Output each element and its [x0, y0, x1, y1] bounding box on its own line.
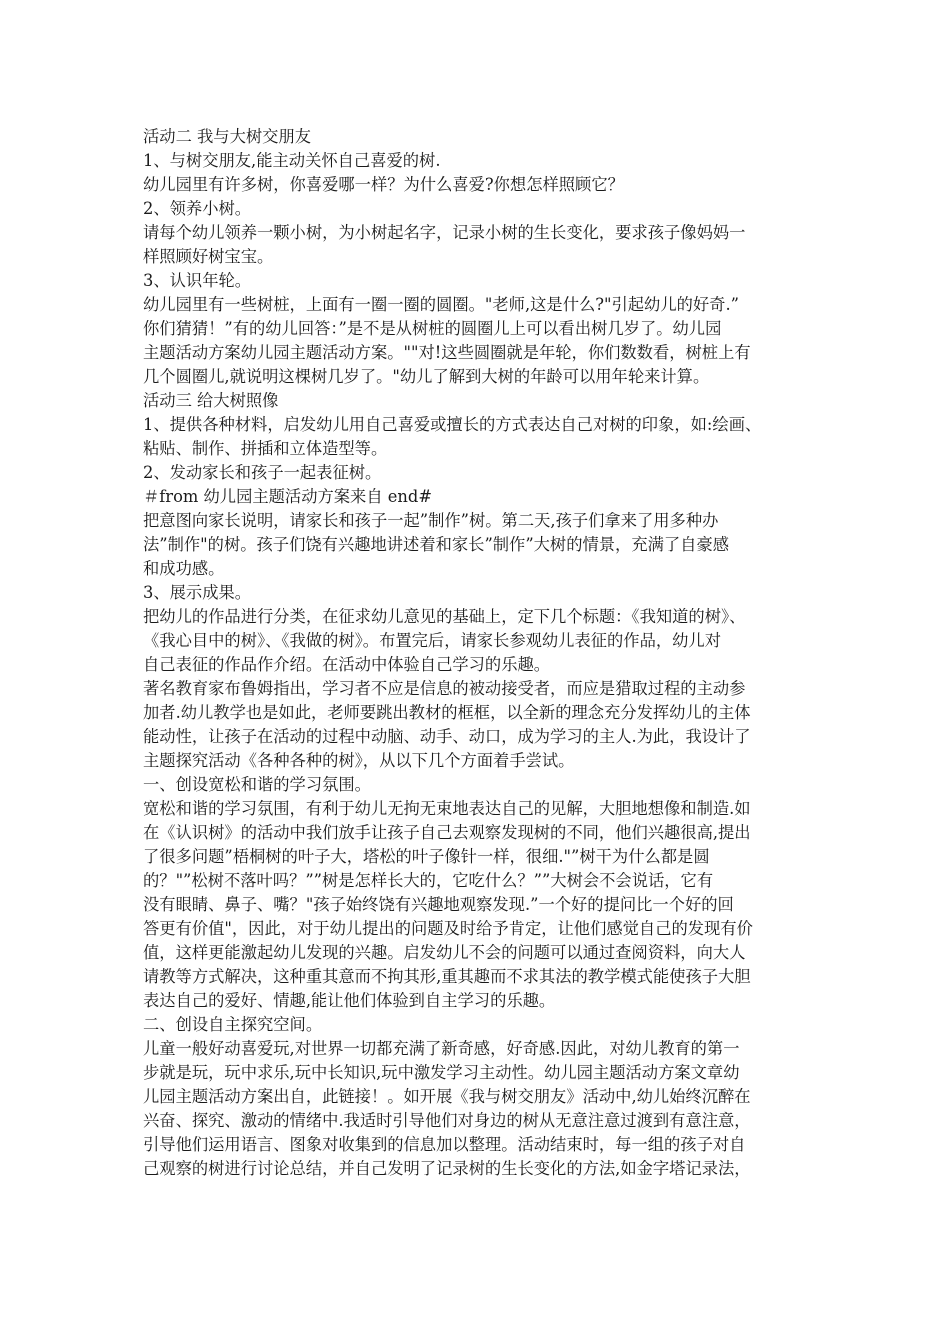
text-line: 请教等方式解决，这种重其意而不拘其形,重其趣而不求其法的教学模式能使孩子大胆 [143, 967, 751, 986]
text-line: 你们猜猜！”有的幼儿回答：”是不是从树桩的圆圈儿上可以看出树几岁了。幼儿园 [143, 319, 722, 338]
text-line: 宽松和谐的学习氛围，有利于幼儿无拘无束地表达自己的见解，大胆地想像和制造.如 [143, 799, 751, 818]
text-line: 把意图向家长说明，请家长和孩子一起”制作”树。第二天,孩子们拿来了用多种办 [143, 511, 719, 530]
text-line: 粘贴、制作、拼插和立体造型等。 [143, 439, 388, 458]
text-line: 1、提供各种材料，启发幼儿用自己喜爱或擅长的方式表达自己对树的印象，如:绘画、 [143, 415, 762, 434]
text-line: 主题活动方案幼儿园主题活动方案。""对!这些圆圈就是年轮，你们数数看，树桩上有 [143, 343, 751, 362]
text-line: ＃from 幼儿园主题活动方案来自 end# [143, 487, 432, 506]
text-line: 请每个幼儿领养一颗小树，为小树起名字，记录小树的生长变化，要求孩子像妈妈一 [143, 223, 746, 242]
text-line: 2、领养小树。 [143, 199, 252, 218]
document-body [143, 125, 808, 1181]
text-line: 儿童一般好动喜爱玩,对世界一切都充满了新奇感，好奇感.因此，对幼儿教育的第一 [143, 1039, 740, 1058]
text-line: 加者.幼儿教学也是如此，老师要跳出教材的框框，以全新的理念充分发挥幼儿的主体 [143, 703, 751, 722]
text-line: 表达自己的爱好、情趣,能让他们体验到自主学习的乐趣。 [143, 991, 556, 1010]
text-line: 能动性，让孩子在活动的过程中动脑、动手、动口，成为学习的主人.为此，我设计了 [143, 727, 751, 746]
text-line: 几个圆圈儿,就说明这棵树几岁了。"幼儿了解到大树的年龄可以用年轮来计算。 [143, 367, 710, 386]
text-line: 活动二 我与大树交朋友 [143, 127, 311, 146]
text-line: 法”制作"的树。孩子们饶有兴趣地讲述着和家长”制作”大树的情景，充满了自豪感 [143, 535, 730, 554]
text-line: 《我心目中的树》、《我做的树》。布置完后，请家长参观幼儿表征的作品，幼儿对 [143, 631, 721, 650]
text-line: 儿园主题活动方案出自，此链接！。如开展《我与树交朋友》活动中,幼儿始终沉醉在 [143, 1087, 751, 1106]
text-line: 自己表征的作品作介绍。在活动中体验自己学习的乐趣。 [143, 655, 551, 674]
text-line: 在《认识树》的活动中我们放手让孩子自己去观察发现树的不同，他们兴趣很高,提出 [143, 823, 751, 842]
text-line: 3、认识年轮。 [143, 271, 252, 290]
text-line: 了很多问题”梧桐树的叶子大，塔松的叶子像针一样，很细."”树干为什么都是圆 [143, 847, 710, 866]
text-line: 一、创设宽松和谐的学习氛围。 [143, 775, 371, 794]
text-line: 二、创设自主探究空间。 [143, 1015, 323, 1034]
text-line: 引导他们运用语言、图象对收集到的信息加以整理。活动结束时，每一组的孩子对自 [143, 1135, 746, 1154]
text-line: 答更有价值"，因此，对于幼儿提出的问题及时给予肯定，让他们感觉自己的发现有价 [143, 919, 753, 938]
text-line: 步就是玩，玩中求乐,玩中长知识,玩中激发学习主动性。幼儿园主题活动方案文章幼 [143, 1063, 740, 1082]
text-line: 主题探究活动《各种各种的树》，从以下几个方面着手尝试。 [143, 751, 575, 770]
text-line: 活动三 给大树照像 [143, 391, 279, 410]
text-line: 把幼儿的作品进行分类，在征求幼儿意见的基础上，定下几个标题：《我知道的树》、 [143, 607, 746, 626]
text-line: 样照顾好树宝宝。 [143, 247, 274, 266]
text-line: 和成功感。 [143, 559, 225, 578]
text-line: 的？"”松树不落叶吗？””树是怎样长大的，它吃什么？””大树会不会说话，它有 [143, 871, 714, 890]
text-line: 幼儿园里有许多树，你喜爱哪一样？为什么喜爱?你想怎样照顾它？ [143, 175, 624, 194]
text-line: 没有眼睛、鼻子、嘴？"孩子始终饶有兴趣地观察发现.”一个好的提问比一个好的回 [143, 895, 734, 914]
text-line: 著名教育家布鲁姆指出，学习者不应是信息的被动接受者，而应是猎取过程的主动参 [143, 679, 746, 698]
text-line: 2、发动家长和孩子一起表征树。 [143, 463, 382, 482]
text-line: 兴奋、探究、激动的情绪中.我适时引导他们对身边的树从无意注意过渡到有意注意， [143, 1111, 751, 1130]
text-line: 1、与树交朋友,能主动关怀自己喜爱的树. [143, 151, 441, 170]
text-line: 3、展示成果。 [143, 583, 252, 602]
text-line: 值，这样更能激起幼儿发现的兴趣。启发幼儿不会的问题可以通过查阅资料，向大人 [143, 943, 746, 962]
text-line: 幼儿园里有一些树桩，上面有一圈一圈的圆圈。"老师,这是什么?"引起幼儿的好奇.” [143, 295, 739, 314]
text-line: 己观察的树进行讨论总结，并自己发明了记录树的生长变化的方法,如金字塔记录法， [143, 1159, 751, 1178]
